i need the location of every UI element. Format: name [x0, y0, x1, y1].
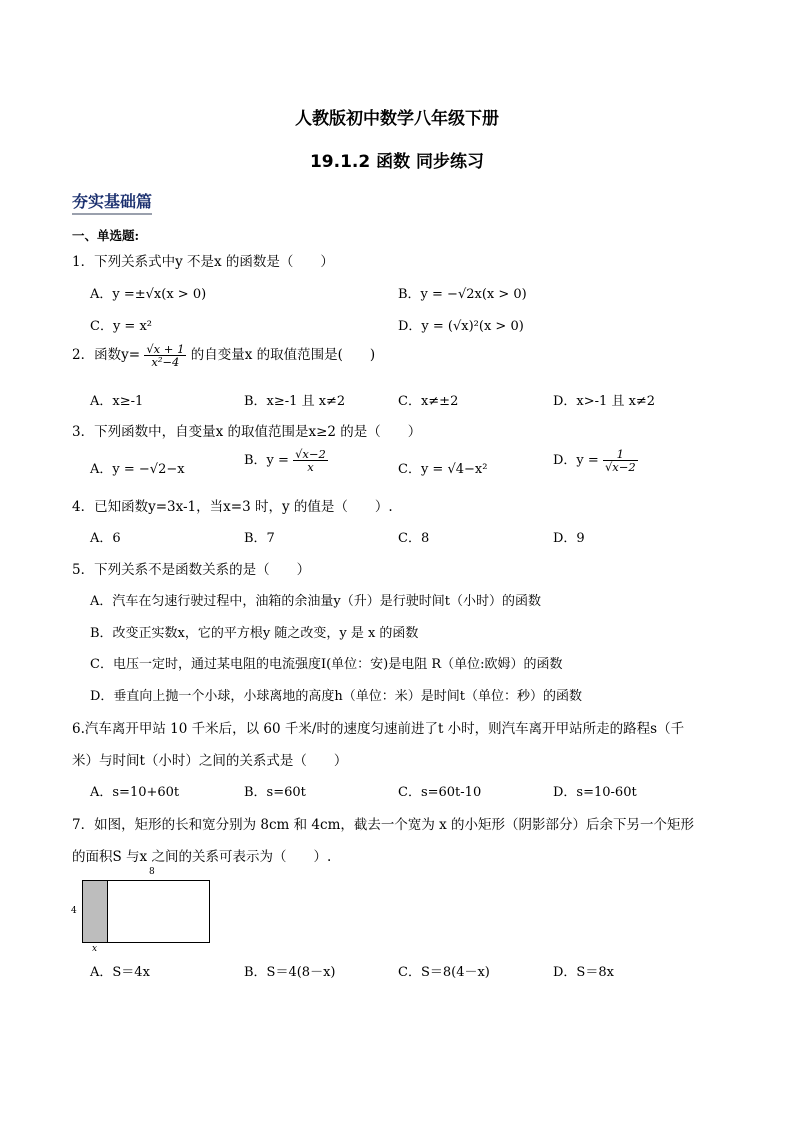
page-subtitle: 19.1.2 函数 同步练习: [309, 152, 485, 172]
q7-figure-length-label: 8: [149, 867, 155, 877]
q6-line1: 6.汽车离开甲站 10 千米后，以 60 千米/时的速度匀速前进了t 小时，则汽车离开甲站所走的路程s（千: [72, 721, 685, 737]
q7-rectangle-figure: [82, 880, 210, 943]
q1-option-a: A．y =±√x(x > 0): [90, 287, 207, 302]
q3-d-numerator: 1: [603, 448, 638, 461]
q3-option-b: [244, 448, 328, 473]
q2-numerator: √x + 1: [146, 342, 185, 356]
q2-stem: [72, 343, 375, 368]
q2-option-a: A．x≥-1: [90, 394, 144, 409]
q6-option-a: A．s=10+60t: [90, 785, 180, 800]
q4-stem: 4．已知函数y=3x-1，当x=3 时，y 的值是（ ）.: [72, 499, 393, 515]
q7-option-b: B．S＝4(8－x): [244, 965, 336, 980]
q3-b-fraction: [293, 448, 328, 473]
q3-d-prefix: D．y =: [553, 453, 599, 469]
q3-b-denominator: x: [307, 460, 314, 475]
q7-option-d: D．S＝8x: [553, 965, 614, 980]
q7-option-c: C．S＝8(4－x): [398, 965, 490, 980]
section-heading: 夯实基础篇: [72, 189, 152, 215]
q2-denominator: x²−4: [151, 355, 180, 370]
q1-stem: 1．下列关系式中y 不是x 的函数是（ ）: [72, 254, 334, 270]
q3-option-c: C．y = √4−x²: [398, 462, 488, 477]
q2-fraction: [144, 343, 186, 368]
q7-shaded-strip: [83, 881, 108, 942]
q3-d-fraction: [603, 448, 638, 473]
part-heading: 一、单选题:: [72, 228, 140, 243]
q3-b-prefix: B．y =: [244, 453, 289, 469]
q4-option-b: B．7: [244, 531, 275, 546]
page-title: 人教版初中数学八年级下册: [295, 109, 499, 129]
q3-d-denominator: √x−2: [604, 460, 636, 475]
q1-option-b: B．y = −√2x(x > 0): [398, 287, 527, 302]
q6-option-d: D．s=10-60t: [553, 785, 637, 800]
q3-b-numerator: √x−2: [295, 447, 326, 461]
q2-option-c: C．x≠±2: [398, 394, 459, 409]
q5-stem: 5．下列关系不是函数关系的是（ ）: [72, 562, 311, 578]
q7-figure-x-label: x: [92, 944, 98, 954]
q7-figure-width-label: 4: [71, 906, 77, 916]
q3-option-d: [553, 448, 638, 473]
q6-option-b: B．s=60t: [244, 785, 306, 800]
q4-option-c: C．8: [398, 531, 430, 546]
q1-option-c: C．y = x²: [90, 319, 152, 334]
q4-option-d: D．9: [553, 531, 585, 546]
q3-option-a: A．y = −√2−x: [90, 462, 185, 477]
q4-option-a: A．6: [90, 531, 121, 546]
q6-option-c: C．s=60t-10: [398, 785, 482, 800]
q5-option-c: C．电压一定时，通过某电阻的电流强度I(单位：安)是电阻 R（单位:欧姆）的函数: [90, 657, 563, 672]
q5-option-b: B．改变正实数x，它的平方根y 随之改变，y 是 x 的函数: [90, 626, 419, 641]
q2-suffix: 的自变量x 的取值范围是( ): [190, 347, 376, 364]
q2-option-b: B．x≥-1 且 x≠2: [244, 394, 346, 409]
q2-prefix: 2．函数y=: [72, 347, 141, 364]
q6-line2: 米）与时间t（小时）之间的关系式是（ ）: [72, 753, 348, 769]
q2-option-d: D．x>-1 且 x≠2: [553, 394, 656, 409]
q7-option-a: A．S＝4x: [90, 965, 150, 980]
q7-line2: 的面积S 与x 之间的关系可表示为（ ）.: [72, 849, 332, 865]
q5-option-d: D．垂直向上抛一个小球，小球离地的高度h（单位：米）是时间t（单位：秒）的函数: [90, 689, 583, 704]
q5-option-a: A．汽车在匀速行驶过程中，油箱的余油量y（升）是行驶时间t（小时）的函数: [90, 594, 541, 609]
q1-option-d: D．y = (√x)²(x > 0): [398, 319, 524, 334]
q7-line1: 7．如图，矩形的长和宽分别为 8cm 和 4cm，截去一个宽为 x 的小矩形（阴影部分）后余下另一个矩形: [72, 817, 695, 833]
q3-stem: 3．下列函数中，自变量x 的取值范围是x≥2 的是（ ）: [72, 424, 422, 440]
